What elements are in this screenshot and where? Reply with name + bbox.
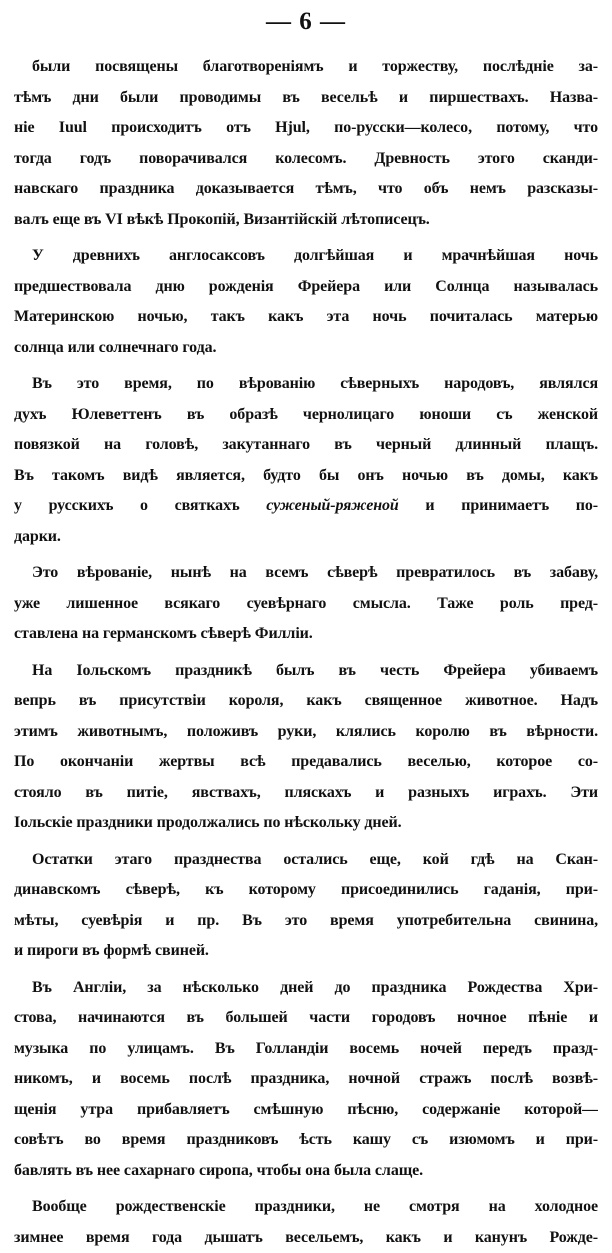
- page-number: — 6 —: [14, 6, 598, 38]
- text-line: тогда годъ поворачивался колесомъ. Древность этого сканди-: [14, 144, 598, 175]
- text-line: бавлять въ нее сахарнаго сиропа, чтобы она была слаще.: [14, 1156, 598, 1187]
- text-line: стова, начинаются въ большей части городовъ ночное пѣніе и: [14, 1003, 598, 1034]
- text-line: Въ это время, по вѣрованію сѣверныхъ народовъ, являлся: [14, 369, 598, 400]
- text-line: мѣты, суевѣрія и пр. Въ это время употребительна свинина,: [14, 906, 598, 937]
- text-line: У древнихъ англосаксовъ долгѣйшая и мрачнѣйшая ночь: [14, 241, 598, 272]
- text-line: совѣтъ во время праздниковъ ѣсть кашу съ изюмомъ и при-: [14, 1125, 598, 1156]
- body-text: [14, 52, 598, 1253]
- text-line: солнца или солнечнаго года.: [14, 333, 598, 364]
- text-line: Вообще рождественскіе праздники, не смотря на холодное: [14, 1192, 598, 1223]
- text-line: повязкой на головѣ, закутаннаго въ черный длинный плащъ.: [14, 430, 598, 461]
- text-line: щенія утра прибавляетъ смѣшную пѣсню, содержаніе которой—: [14, 1095, 598, 1126]
- text-line: тѣмъ дни были проводимы въ весельѣ и пиршествахъ. Назва-: [14, 83, 598, 114]
- text-line: По окончаніи жертвы всѣ предавались веселью, которое со-: [14, 747, 598, 778]
- text-line: и пироги въ формѣ свиней.: [14, 936, 598, 967]
- text-line: ставлена на германскомъ сѣверѣ Филліи.: [14, 619, 598, 650]
- text-line: никомъ, и восемь послѣ праздника, ночной стражъ послѣ возвѣ-: [14, 1064, 598, 1095]
- text-line: Іольскіе праздники продолжались по нѣскольку дней.: [14, 808, 598, 839]
- text-line: валъ еще въ VI вѣкѣ Прокопій, Византійскій лѣтописецъ.: [14, 205, 598, 236]
- text-line: Въ такомъ видѣ является, будто бы онъ ночью въ домы, какъ: [14, 461, 598, 492]
- text-line: динавскомъ сѣверѣ, къ которому присоединились гаданія, при-: [14, 875, 598, 906]
- text-line: вепрь въ присутствіи короля, какъ священное животное. Надъ: [14, 686, 598, 717]
- text-line: предшествовала дню рожденія Фрейера или Солнца называлась: [14, 272, 598, 303]
- text-line: стояло въ питіе, явствахъ, пляскахъ и разныхъ играхъ. Эти: [14, 778, 598, 809]
- text-line: у русскихъ о святкахъ суженый-ряженой и принимаетъ по-: [14, 491, 598, 522]
- text-line: музыка по улицамъ. Въ Голландіи восемь ночей передъ празд-: [14, 1034, 598, 1065]
- text-line: зимнее время года дышатъ весельемъ, какъ и канунъ Рожде-: [14, 1223, 598, 1253]
- text-line: Остатки этаго празднества остались еще, кой гдѣ на Скан-: [14, 845, 598, 876]
- text-line: этимъ животнымъ, положивъ руки, клялись королю въ вѣрности.: [14, 717, 598, 748]
- text-line: уже лишенное всякаго суевѣрнаго смысла. Таже роль пред-: [14, 589, 598, 620]
- text-line: Это вѣрованіе, нынѣ на всемъ сѣверѣ превратилось въ забаву,: [14, 558, 598, 589]
- text-line: навскаго праздника доказывается тѣмъ, что объ немъ разсказы-: [14, 174, 598, 205]
- text-line: были посвящены благотвореніямъ и торжеству, послѣдніе за-: [14, 52, 598, 83]
- text-line: Въ Англіи, за нѣсколько дней до праздника Рождества Хри-: [14, 973, 598, 1004]
- text-line: духъ Юлеветтенъ въ образѣ чернолицаго юноши съ женской: [14, 400, 598, 431]
- document-page: [14, 0, 598, 1052]
- italic-phrase: суженый-ряженой: [266, 497, 398, 514]
- text-line: На Іольскомъ праздникѣ былъ въ честь Фрейера убиваемъ: [14, 656, 598, 687]
- text-line: ніе Iuul происходитъ отъ Hjul, по-русски—колесо, потому, что: [14, 113, 598, 144]
- text-line: Материнскою ночью, такъ какъ эта ночь почиталась матерью: [14, 302, 598, 333]
- text-line: дарки.: [14, 522, 598, 553]
